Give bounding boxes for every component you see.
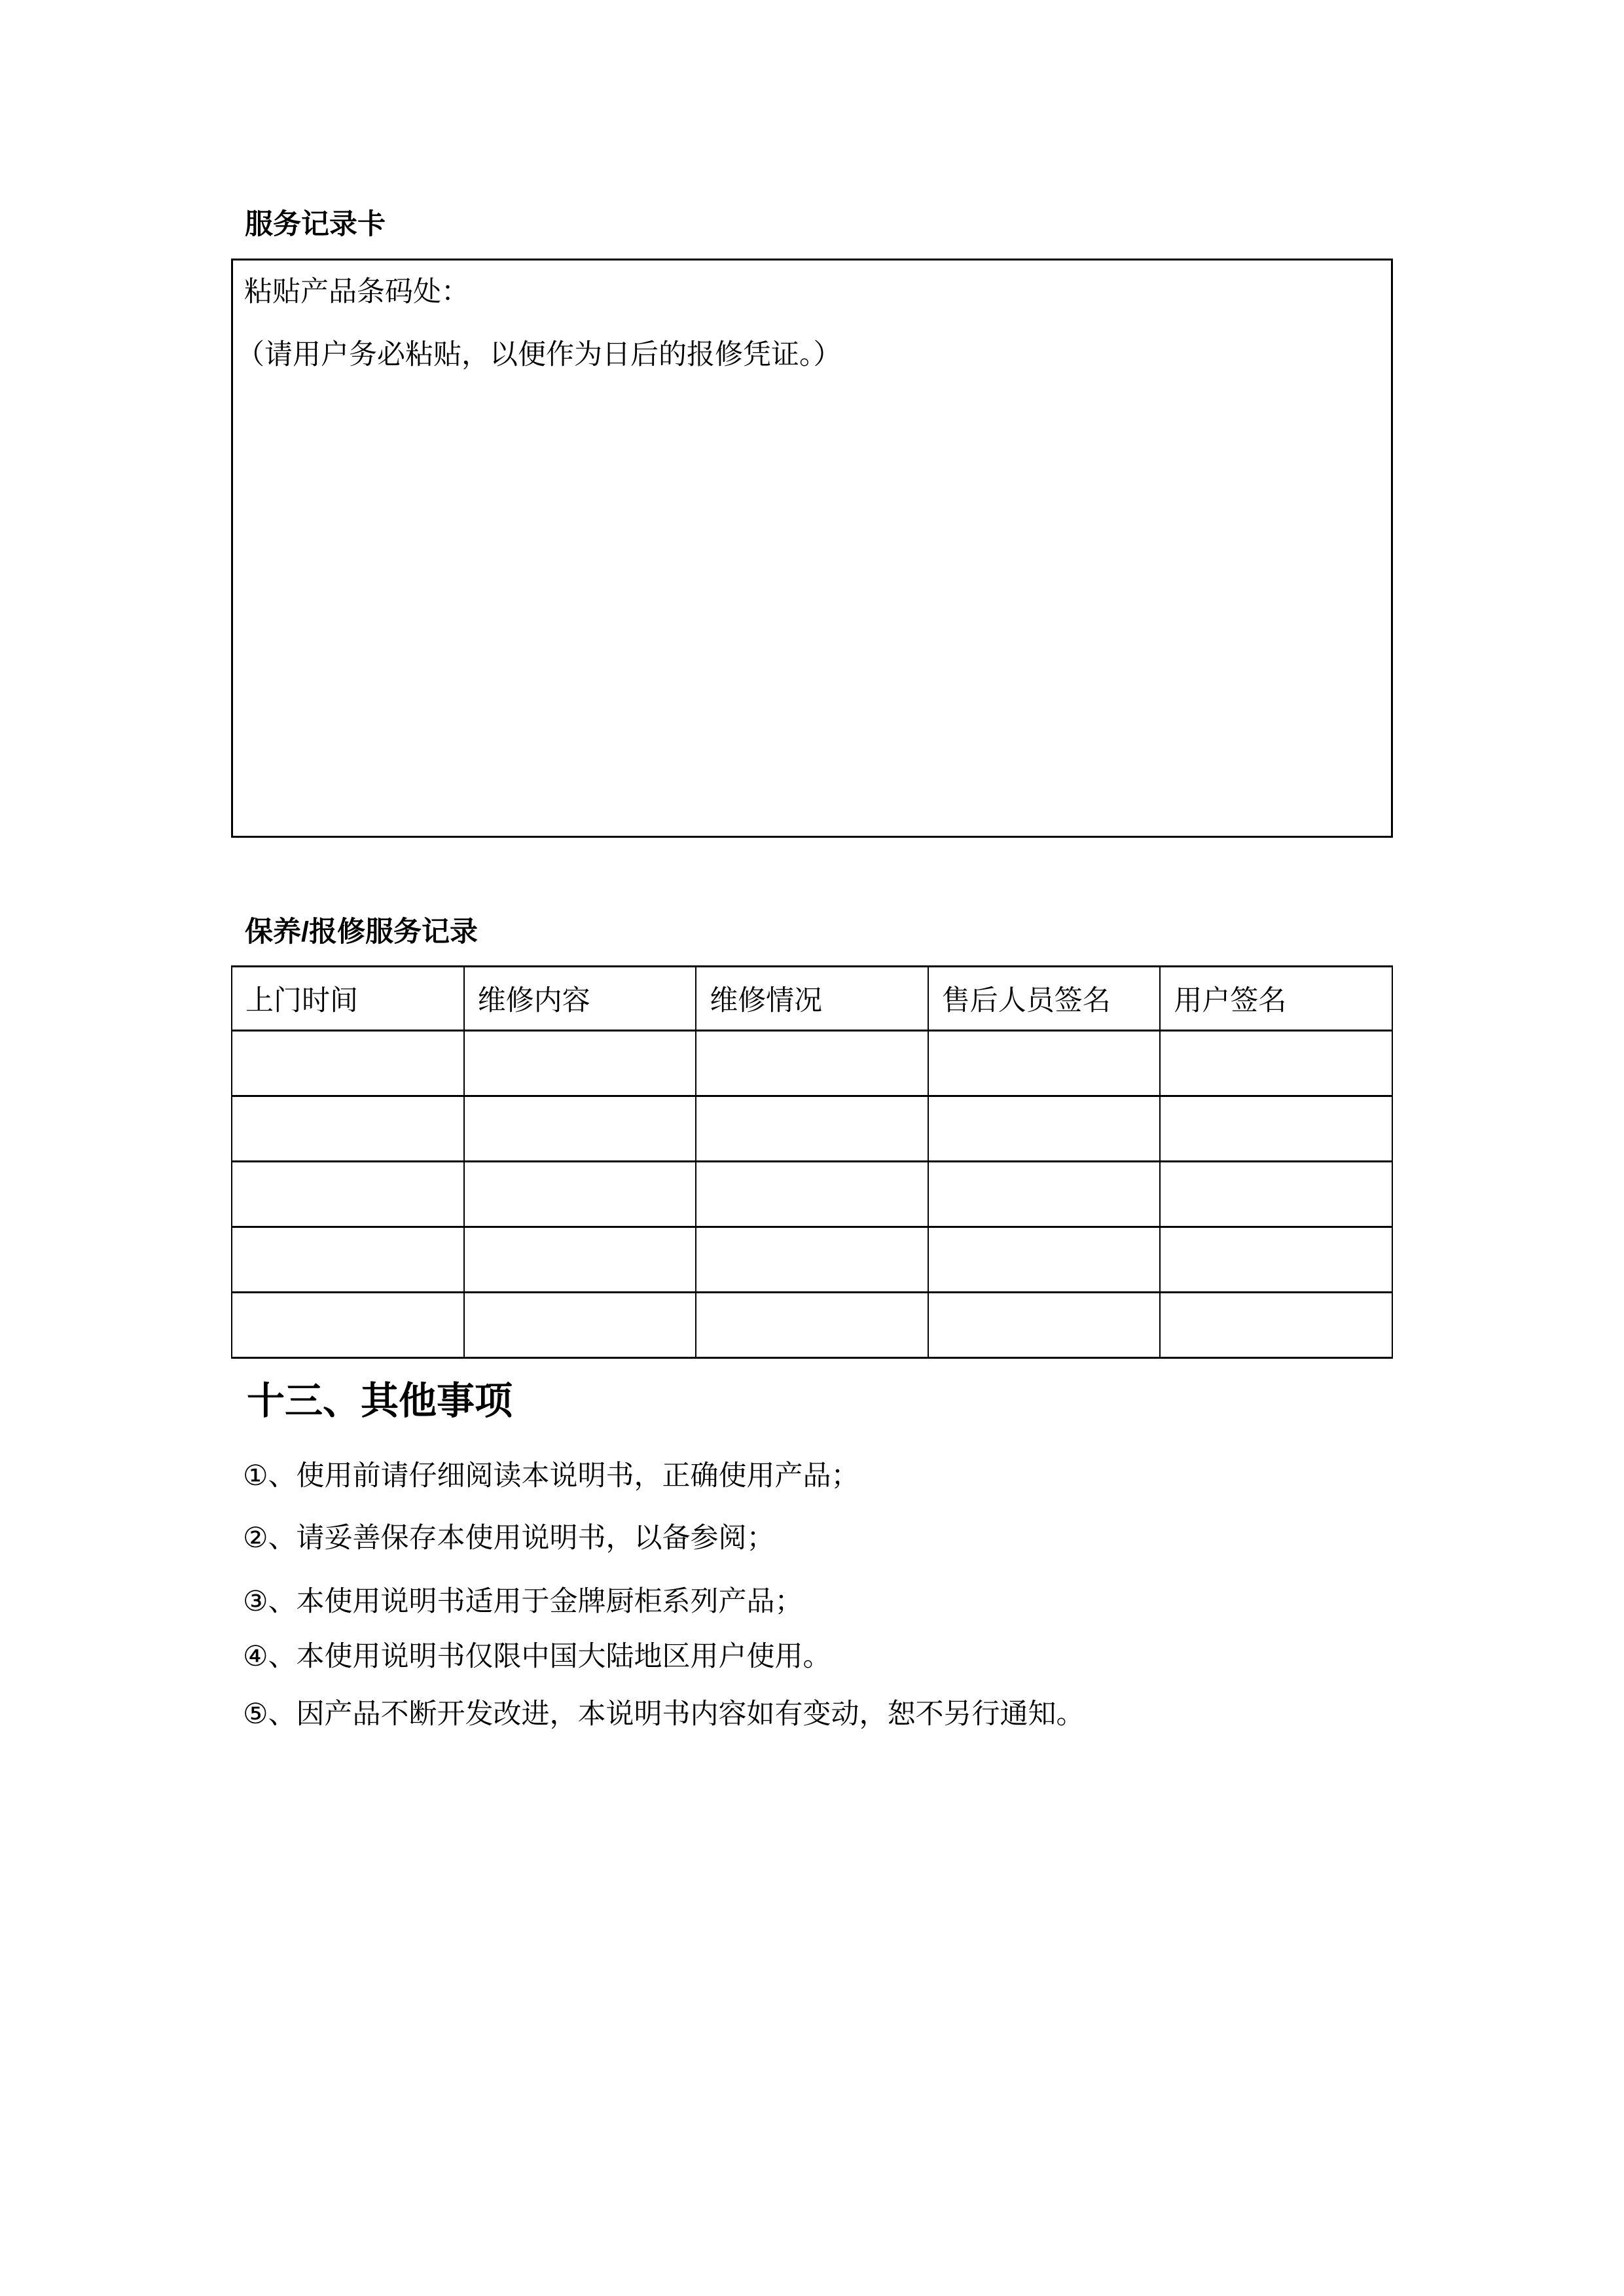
- table-cell: [696, 1227, 928, 1293]
- table-cell: [928, 1031, 1161, 1096]
- table-cell: [232, 1293, 464, 1358]
- column-header-user-signature: 用户签名: [1160, 967, 1392, 1031]
- table-cell: [1160, 1162, 1392, 1227]
- table-cell: [464, 1031, 696, 1096]
- column-header-repair-status: 维修情况: [696, 967, 928, 1031]
- table-cell: [1160, 1293, 1392, 1358]
- note-item-3: ③、本使用说明书适用于金牌厨柜系列产品；: [243, 1586, 803, 1617]
- table-header-row: [232, 967, 1392, 1031]
- table-cell: [696, 1293, 928, 1358]
- table-row: [232, 1162, 1392, 1227]
- note-item-1: ①、使用前请仔细阅读本说明书，正确使用产品；: [243, 1460, 859, 1492]
- table-cell: [464, 1096, 696, 1162]
- table-cell: [232, 1227, 464, 1293]
- table-cell: [464, 1162, 696, 1227]
- table-cell: [232, 1162, 464, 1227]
- table-cell: [928, 1293, 1161, 1358]
- table-cell: [696, 1162, 928, 1227]
- table-cell: [464, 1227, 696, 1293]
- table-cell: [1160, 1227, 1392, 1293]
- maintenance-record-table: [231, 965, 1393, 1359]
- table-cell: [928, 1162, 1161, 1227]
- note-item-5: ⑤、因产品不断开发改进，本说明书内容如有变动，恕不另行通知。: [243, 1698, 1085, 1730]
- note-item-2: ②、请妥善保存本使用说明书，以备参阅；: [243, 1522, 775, 1554]
- column-header-repair-content: 维修内容: [464, 967, 696, 1031]
- table-row: [232, 1096, 1392, 1162]
- table-cell: [928, 1096, 1161, 1162]
- table-row: [232, 1227, 1392, 1293]
- table-cell: [1160, 1031, 1392, 1096]
- table-row: [232, 1293, 1392, 1358]
- table-cell: [696, 1096, 928, 1162]
- barcode-paste-box: [231, 259, 1393, 838]
- column-header-staff-signature: 售后人员签名: [928, 967, 1161, 1031]
- column-header-visit-time: 上门时间: [232, 967, 464, 1031]
- other-matters-heading: 十三、其他事项: [247, 1380, 513, 1422]
- table-row: [232, 1031, 1392, 1096]
- table-cell: [696, 1031, 928, 1096]
- service-record-card-title: 服务记录卡: [245, 209, 386, 240]
- table-cell: [464, 1293, 696, 1358]
- note-item-4: ④、本使用说明书仅限中国大陆地区用户使用。: [243, 1641, 831, 1672]
- table-cell: [1160, 1096, 1392, 1162]
- table-cell: [928, 1227, 1161, 1293]
- table-cell: [232, 1031, 464, 1096]
- maintenance-record-title: 保养/报修服务记录: [245, 916, 478, 948]
- barcode-box-note: （请用户务必粘贴，以便作为日后的报修凭证。）: [236, 339, 842, 370]
- table-cell: [232, 1096, 464, 1162]
- barcode-box-label: 粘贴产品条码处：: [244, 276, 469, 308]
